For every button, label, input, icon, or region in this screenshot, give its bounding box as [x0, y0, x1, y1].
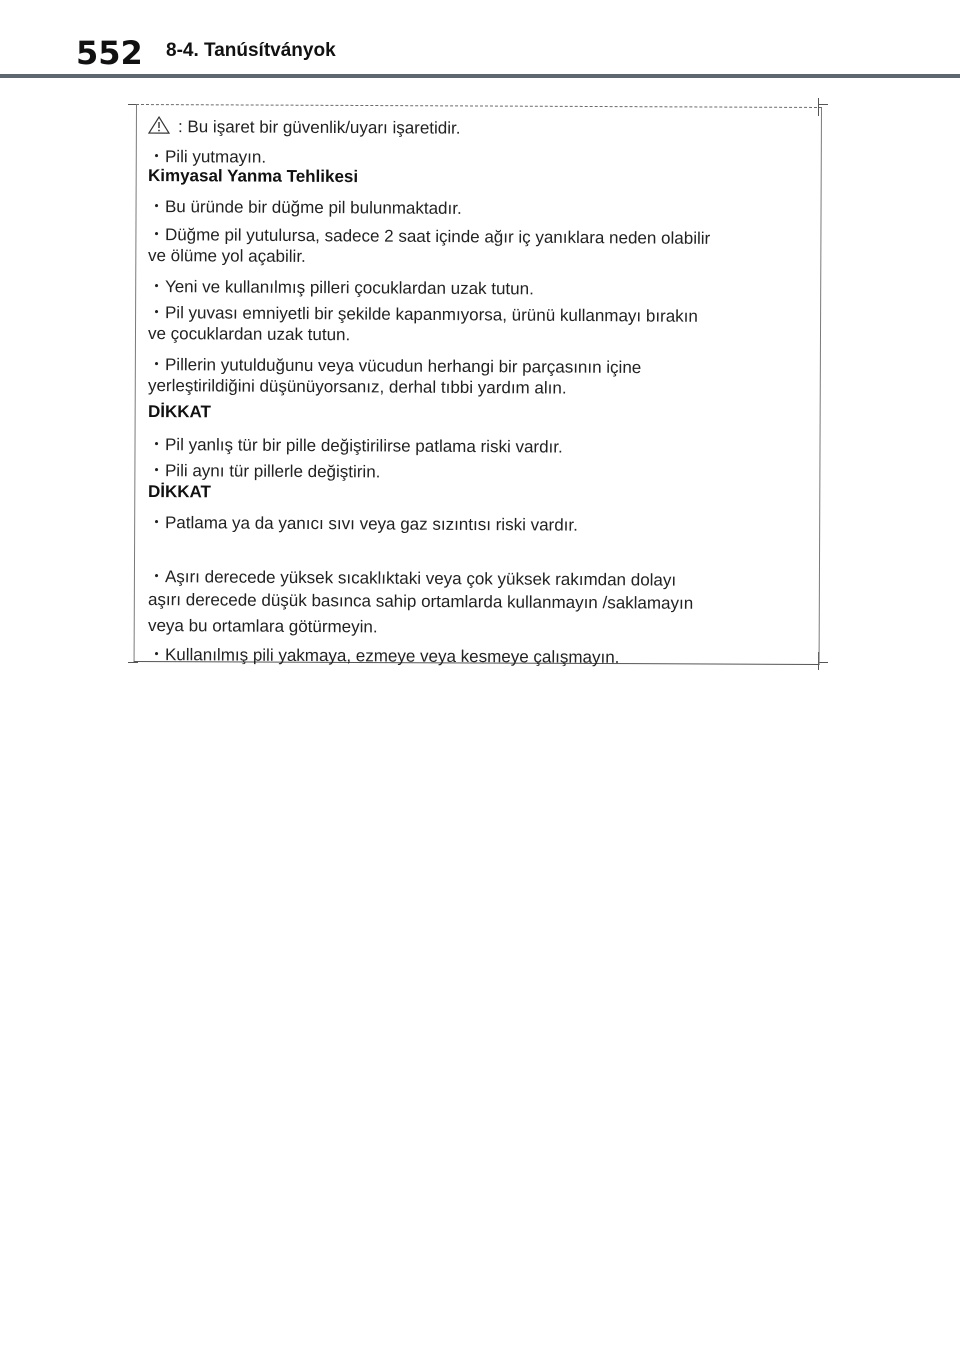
section-title: 8-4. Tanúsítványok [166, 40, 336, 61]
label-line: ・Aşırı derecede yüksek sıcaklıktaki veya çok yüksek rakımdan dolayı [147, 567, 677, 590]
page-number: 552 [76, 34, 143, 72]
label-line: ・Pillerin yutulduğunu veya vücudun herhangi bir parçasının içine [147, 355, 642, 378]
label-line-text: : Bu işaret bir güvenlik/uyarı işaretidir. [177, 117, 461, 138]
label-line: ・Yeni ve kullanılmış pilleri çocuklardan uzak tutun. [147, 277, 534, 299]
label-line: ・Kullanılmış pili yakmaya, ezmeye veya kesmeye çalışmayın. [147, 645, 620, 667]
warning-triangle-icon [148, 116, 170, 134]
crop-mark [128, 662, 138, 663]
label-line: ・Pili aynı tür pillerle değiştirin. [147, 461, 381, 482]
label-line: ・Pili yutmayın. [147, 147, 267, 167]
label-line: aşırı derecede düşük basınca sahip ortamlarda kullanmayın /saklamayın [147, 590, 694, 613]
label-line: ・Patlama ya da yanıcı sıvı veya gaz sızıntısı riski vardır. [147, 513, 578, 535]
label-heading: DİKKAT [147, 402, 212, 422]
label-heading: DİKKAT [147, 482, 212, 502]
header-divider [0, 74, 960, 78]
label-line: veya bu ortamlara götürmeyin. [147, 616, 378, 637]
label-line: ・Bu üründe bir düğme pil bulunmaktadır. [147, 197, 462, 218]
label-line: ve ölüme yol açabilir. [147, 246, 306, 266]
label-line: ・Pil yanlış tür bir pille değiştirilirse patlama riski vardır. [147, 435, 563, 457]
crop-mark [818, 104, 828, 105]
label-line: ve çocuklardan uzak tutun. [147, 324, 351, 345]
label-heading: Kimyasal Yanma Tehlikesi [147, 166, 359, 187]
label-line: ・Düğme pil yutulursa, sadece 2 saat içinde ağır iç yanıklara neden olabilir [147, 225, 711, 248]
label-line: ・Pil yuvası emniyetli bir şekilde kapanmıyorsa, ürünü kullanmayı bırakın [147, 303, 698, 326]
label-line: yerleştirildiğini düşünüyorsanız, derhal tıbbi yardım alın. [147, 376, 567, 398]
page-header [0, 0, 960, 80]
label-line [148, 116, 461, 139]
